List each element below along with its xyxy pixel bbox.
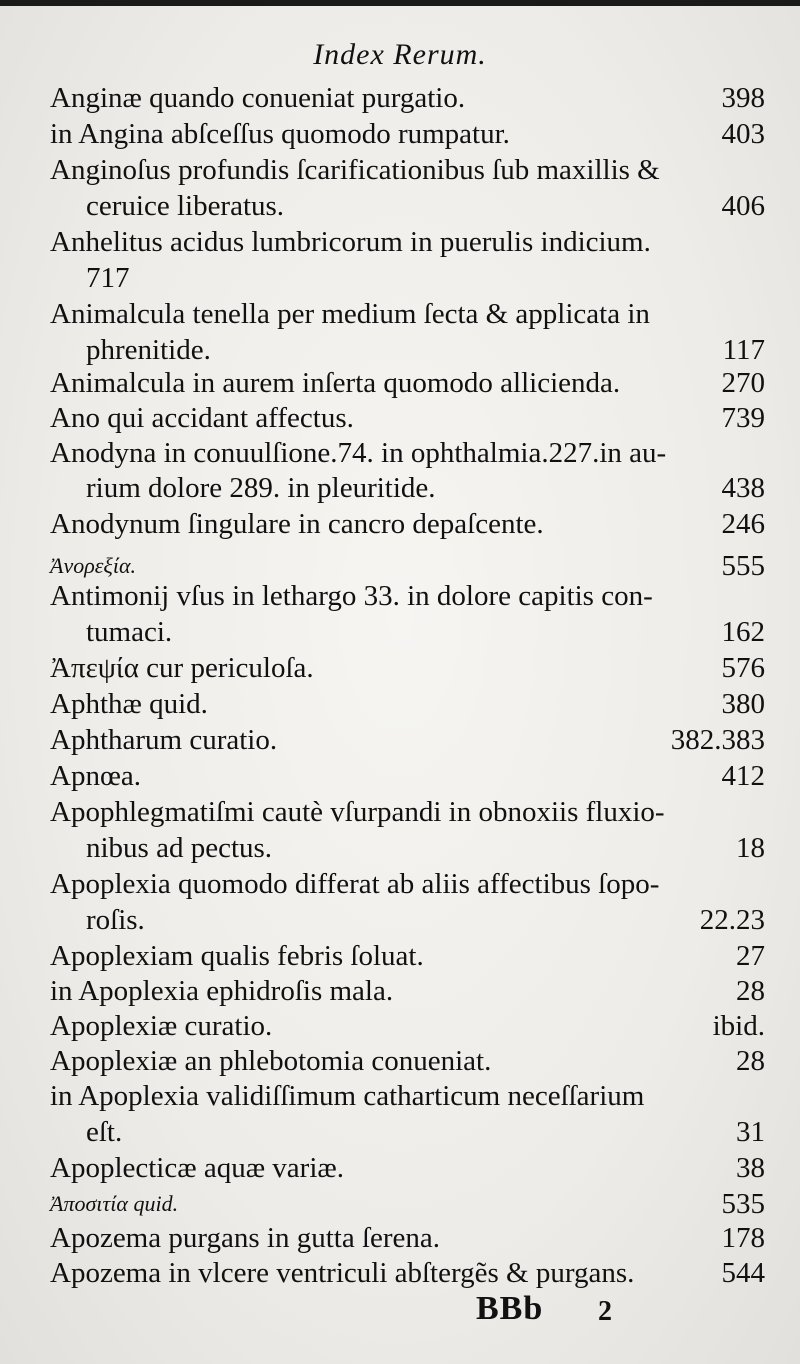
index-line-greek: Ἀνορεξία. 555 [50, 550, 765, 582]
index-line-continuation: roſis. 22.23 [86, 904, 765, 936]
index-line: Apoplecticæ aquæ variæ. 38 [50, 1152, 765, 1184]
index-line: Apoplexiæ curatio. ibid. [50, 1010, 765, 1042]
index-line-continuation: tumaci. 162 [86, 616, 765, 648]
index-line: Antimonij vſus in lethargo 33. in dolore capitis con- [50, 580, 653, 612]
index-line: Apozema purgans in gutta ſerena. 178 [50, 1222, 765, 1254]
index-line-continuation: ceruice liberatus. 406 [86, 190, 765, 222]
index-line-continuation: eſt. 31 [86, 1116, 765, 1148]
index-line-greek: Ἀποσιτία quid. 535 [50, 1188, 765, 1220]
index-line: Aphthæ quid. 380 [50, 688, 765, 720]
page-title: Index Rerum. [313, 38, 487, 71]
index-line: Apoplexiæ an phlebotomia conueniat. 28 [50, 1045, 765, 1077]
index-line: Anhelitus acidus lumbricorum in puerulis indicium. [50, 226, 651, 258]
index-line: Apnœa. 412 [50, 760, 765, 792]
signature-number: 2 [598, 1296, 612, 1327]
index-line: Anginoſus profundis ſcarificationibus ſub maxillis & [50, 154, 660, 186]
index-line: Animalcula in aurem inſerta quomodo allicienda. 270 [50, 367, 765, 399]
index-line: Anodynum ſingulare in cancro depaſcente. 246 [50, 508, 765, 540]
index-line-continuation: nibus ad pectus. 18 [86, 832, 765, 864]
index-line: Anginæ quando conueniat purgatio. 398 [50, 82, 765, 114]
page-top-edge [0, 0, 800, 6]
index-line: Apozema in vlcere ventriculi abſtergẽs & purgans. 544 [50, 1257, 765, 1289]
index-line: in Angina abſceſſus quomodo rumpatur. 403 [50, 118, 765, 150]
index-line: Ano qui accidant affectus. 739 [50, 402, 765, 434]
index-line: Ἀπεψία cur periculoſa. 576 [50, 652, 765, 684]
index-line: Aphtharum curatio. 382.383 [50, 724, 765, 756]
signature-mark: BBb [476, 1290, 544, 1327]
index-line: Apoplexia quomodo differat ab aliis affectibus ſopo- [50, 868, 660, 900]
index-line-continuation: phrenitide. 117 [86, 334, 765, 366]
index-line: Animalcula tenella per medium ſecta & applicata in [50, 298, 650, 330]
index-line-continuation: 717 [86, 262, 130, 294]
index-line: Apoplexiam qualis febris ſoluat. 27 [50, 940, 765, 972]
index-line: in Apoplexia ephidroſis mala. 28 [50, 975, 765, 1007]
index-line-continuation: rium dolore 289. in pleuritide. 438 [86, 472, 765, 504]
index-line: in Apoplexia validiſſimum catharticum neceſſarium [50, 1080, 645, 1112]
index-line: Apophlegmatiſmi cautè vſurpandi in obnoxiis fluxio- [50, 796, 665, 828]
index-line: Anodyna in conuulſione.74. in ophthalmia.227.in au- [50, 437, 667, 469]
